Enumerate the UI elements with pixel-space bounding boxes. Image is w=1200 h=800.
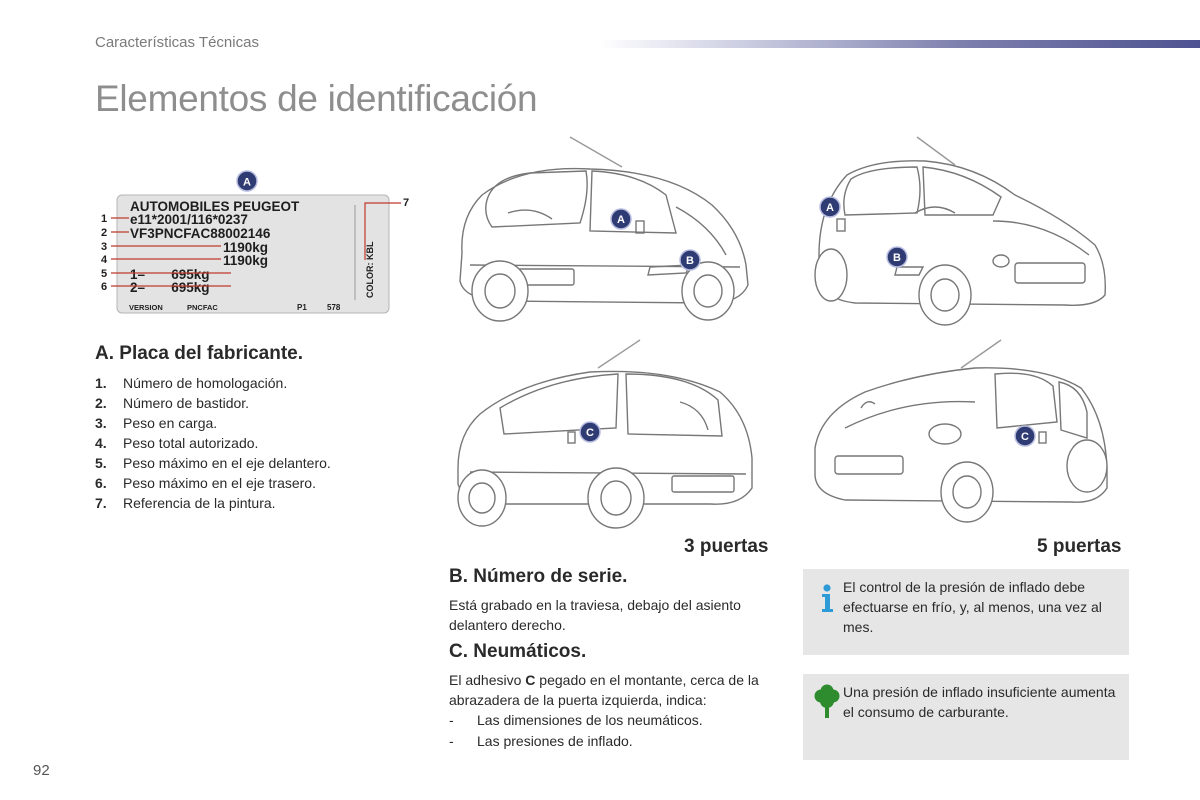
plate-line-6: 2– 695kg	[130, 280, 210, 295]
section-c-text: El adhesivo C pegado en el montante, cerca de la abrazadera de la puerta izquierda, indica:	[449, 672, 759, 708]
page-number: 92	[33, 762, 50, 779]
svg-text:A: A	[617, 214, 625, 226]
label-5-doors: 5 puertas	[1037, 536, 1122, 557]
plate-line-1: e11*2001/116*0237	[130, 212, 248, 227]
car-3door-rear-illustration	[440, 135, 770, 335]
car-5door-front-side-illustration	[805, 338, 1115, 533]
marker-a-letter: A	[243, 176, 251, 189]
label-3-doors: 3 puertas	[684, 536, 769, 557]
plate-line-4: 1190kg	[223, 253, 269, 268]
list-item: 7. Referencia de la pintura.	[95, 495, 276, 511]
list-item: - Las dimensiones de los neumáticos.	[449, 712, 703, 728]
info-note-text: El control de la presión de inflado debe efectuarse en frío, y, al menos, una vez al mes.	[843, 579, 1102, 635]
eco-note-box	[803, 674, 1129, 760]
list-item: 4. Peso total autorizado.	[95, 435, 259, 451]
plate-num-4: 4	[101, 254, 108, 266]
header-section-label: Características Técnicas	[95, 34, 259, 51]
svg-text:C: C	[586, 427, 594, 439]
list-item: 2. Número de bastidor.	[95, 395, 250, 411]
list-item: 5. Peso máximo en el eje delantero.	[95, 455, 331, 471]
car-3door-side-illustration	[440, 338, 770, 533]
plate-num-3: 3	[101, 241, 108, 253]
plate-num-1: 1	[101, 213, 108, 225]
svg-text:B: B	[893, 252, 901, 264]
plate-num-5: 5	[101, 268, 108, 280]
plate-line-2: VF3PNCFAC88002146	[130, 226, 271, 241]
car-5door-front-illustration	[805, 135, 1115, 335]
plate-num-6: 6	[101, 281, 108, 293]
plate-line-5: 1– 695kg	[130, 267, 210, 282]
section-c-list	[449, 710, 703, 752]
section-a-heading: A. Placa del fabricante.	[95, 343, 304, 364]
plate-num-7: 7	[403, 197, 410, 209]
section-b-text: Está grabado en la traviesa, debajo del asiento delantero derecho.	[449, 597, 741, 633]
tree-icon	[813, 684, 841, 720]
plate-num-2: 2	[101, 227, 108, 239]
section-a-list	[95, 373, 331, 513]
manufacturer-plate	[95, 168, 425, 323]
section-c-heading: C. Neumáticos.	[449, 641, 587, 662]
svg-text:B: B	[686, 255, 694, 267]
header-gradient-bar	[600, 40, 1200, 48]
info-icon	[813, 579, 841, 615]
plate-side-label: COLOR: KBL	[365, 241, 375, 298]
info-note-box	[803, 569, 1129, 655]
plate-footer-version: VERSION	[129, 303, 163, 312]
list-item: 1. Número de homologación.	[95, 375, 288, 391]
list-item: 3. Peso en carga.	[95, 415, 218, 431]
list-item: 6. Peso máximo en el eje trasero.	[95, 475, 316, 491]
plate-footer-num: 578	[327, 303, 341, 312]
page-title: Elementos de identificación	[95, 78, 538, 119]
plate-footer-p1: P1	[297, 303, 307, 312]
section-b-heading: B. Número de serie.	[449, 566, 628, 587]
svg-text:A: A	[826, 202, 834, 214]
svg-text:C: C	[1021, 431, 1029, 443]
list-item: - Las presiones de inflado.	[449, 733, 633, 749]
eco-note-text: Una presión de inflado insuficiente aumenta el consumo de carburante.	[843, 684, 1116, 720]
plate-brand: AUTOMOBILES PEUGEOT	[130, 199, 300, 214]
plate-footer-code: PNCFAC	[187, 303, 218, 312]
plate-line-3: 1190kg	[223, 240, 269, 255]
